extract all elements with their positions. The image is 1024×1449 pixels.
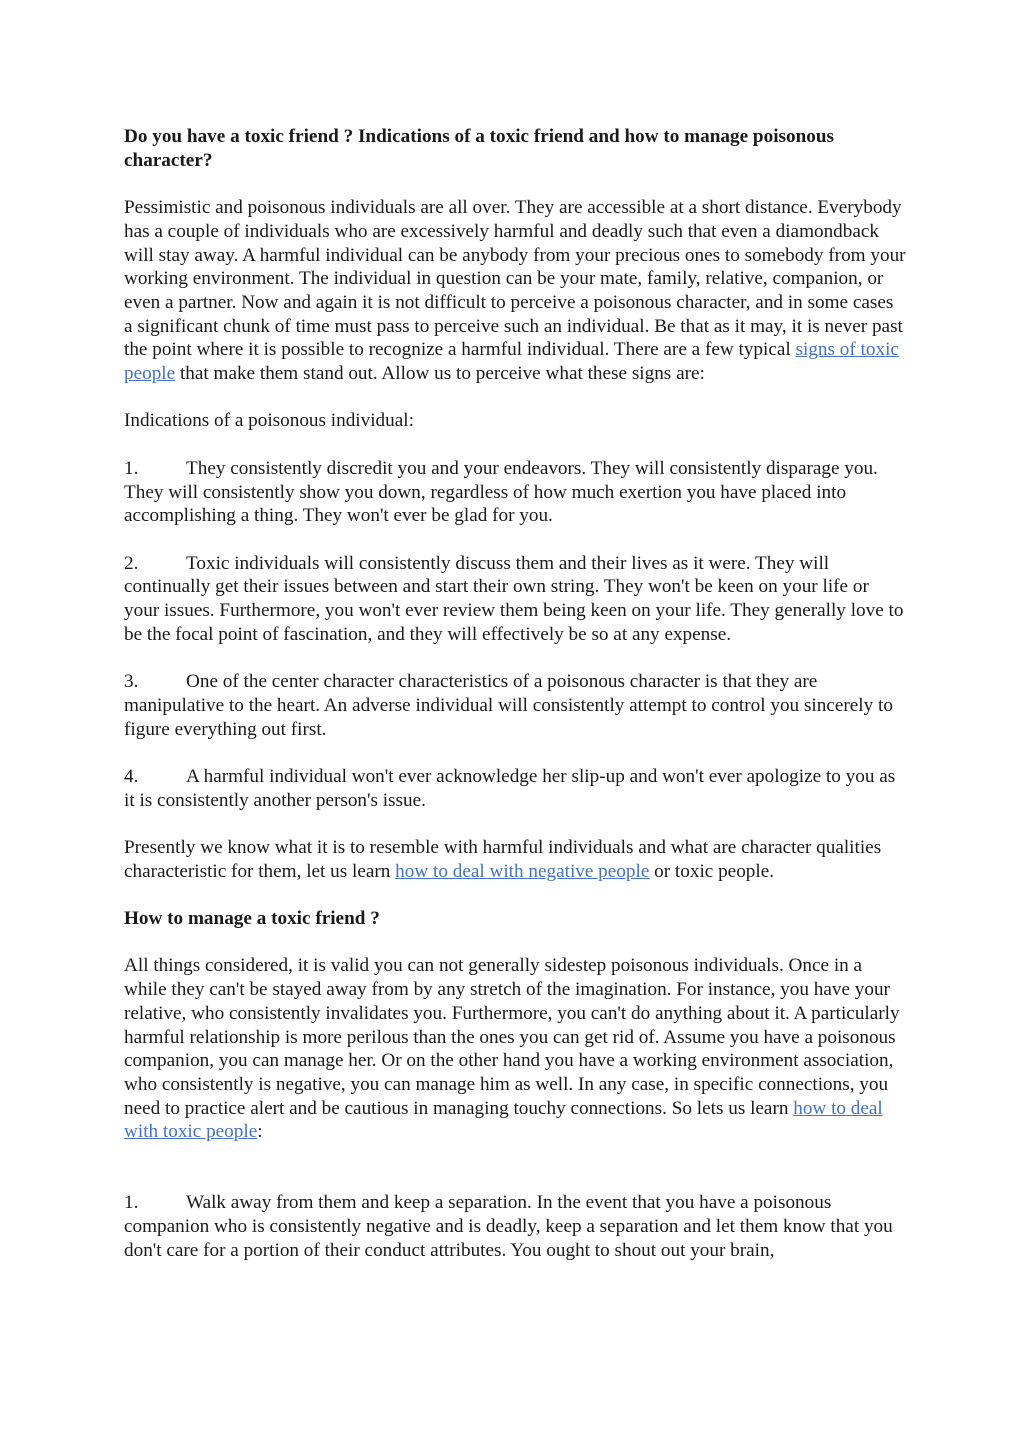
intro-paragraph bbox=[124, 196, 906, 386]
transition-paragraph bbox=[124, 836, 906, 883]
transition-text-before: Presently we know what it is to resemble with harmful individuals and what are character qualities characteristic for them, let us learn bbox=[124, 836, 882, 882]
sign-item bbox=[124, 457, 906, 528]
sign-text: A harmful individual won't ever acknowledge her slip-up and won't ever apologize to you as it is consistently another person's issue. bbox=[124, 765, 896, 811]
signs-heading: Indications of a poisonous individual: bbox=[124, 410, 414, 432]
manage-text-after: : bbox=[257, 1121, 263, 1143]
sign-number: 3. bbox=[124, 671, 139, 693]
tip-text: Walk away from them and keep a separation. In the event that you have a poisonous companion who is consistently negative and is deadly, keep a separation and let them know that you don't care for a portion of their conduct attributes. You ought to shout out your brain, bbox=[124, 1192, 893, 1261]
intro-text-before: Pessimistic and poisonous individuals are all over. They are accessible at a short distance. Everybody has a couple of individuals who are excessively harmful and deadly such that even a diamondback will stay away. A harmful individual can be anybody from your precious ones to somebody from your working environment. The individual in question can be your mate, family, relative, companion, or even a partner. Now and again it is not difficult to perceive a poisonous character, and in some cases a significant chunk of time must pass to perceive such an individual. Be that as it may, it is never past the point where it is possible to recognize a harmful individual. There are a few typical bbox=[124, 197, 906, 361]
intro-text-after: that make them stand out. Allow us to perceive what these signs are: bbox=[175, 363, 705, 385]
signs-of-toxic-people-link[interactable]: signs of toxic people bbox=[124, 339, 899, 385]
sign-item bbox=[124, 670, 906, 741]
manage-text-before: All things considered, it is valid you can not generally sidestep poisonous individuals. Once in a while they can't be stayed away from by any stretch of the imagination. For instance, you have your relative, who consistently invalidates you. Furthermore, you can't do anything about it. A particularly harmful relationship is more perilous than the ones you can get rid of. Assume you have a poisonous companion, you can manage her. Or on the other hand you have a working environment association, who consistently is negative, you can manage him as well. In any case, in specific connections, you need to practice alert and be cautious in managing touchy connections. So lets us learn bbox=[124, 955, 900, 1119]
tip-number: 1. bbox=[124, 1192, 139, 1214]
manage-intro-paragraph bbox=[124, 954, 906, 1144]
sign-text: Toxic individuals will consistently discuss them and their lives as it were. They will continually get their issues between and start their own string. They won't be keen on your life or your issues. Furthermore, you won't ever review them being keen on your life. They generally love to be the focal point of fascination, and they will effectively be so at any expense. bbox=[124, 552, 904, 645]
page-title: Do you have a toxic friend ? Indications of a toxic friend and how to manage poisonous character? bbox=[124, 126, 834, 171]
deal-with-toxic-people-link[interactable]: how to deal with toxic people bbox=[124, 1097, 883, 1143]
tip-item bbox=[124, 1191, 906, 1262]
document-page bbox=[124, 125, 906, 1263]
sign-number: 4. bbox=[124, 765, 139, 787]
sign-text: One of the center character characteristics of a poisonous character is that they are manipulative to the heart. An adverse individual will consistently attempt to control you sincerely to figure everything out first. bbox=[124, 671, 893, 740]
deal-with-negative-people-link[interactable]: how to deal with negative people bbox=[395, 860, 650, 882]
sign-item bbox=[124, 552, 906, 647]
sign-number: 1. bbox=[124, 457, 139, 479]
manage-heading: How to manage a toxic friend ? bbox=[124, 908, 380, 930]
sign-item bbox=[124, 765, 906, 812]
sign-number: 2. bbox=[124, 552, 139, 574]
transition-text-after: or toxic people. bbox=[649, 860, 775, 882]
sign-text: They consistently discredit you and your endeavors. They will consistently disparage you. They will consistently show you down, regardless of how much exertion you have placed into accomplishing a thing. They won't ever be glad for you. bbox=[124, 457, 878, 527]
